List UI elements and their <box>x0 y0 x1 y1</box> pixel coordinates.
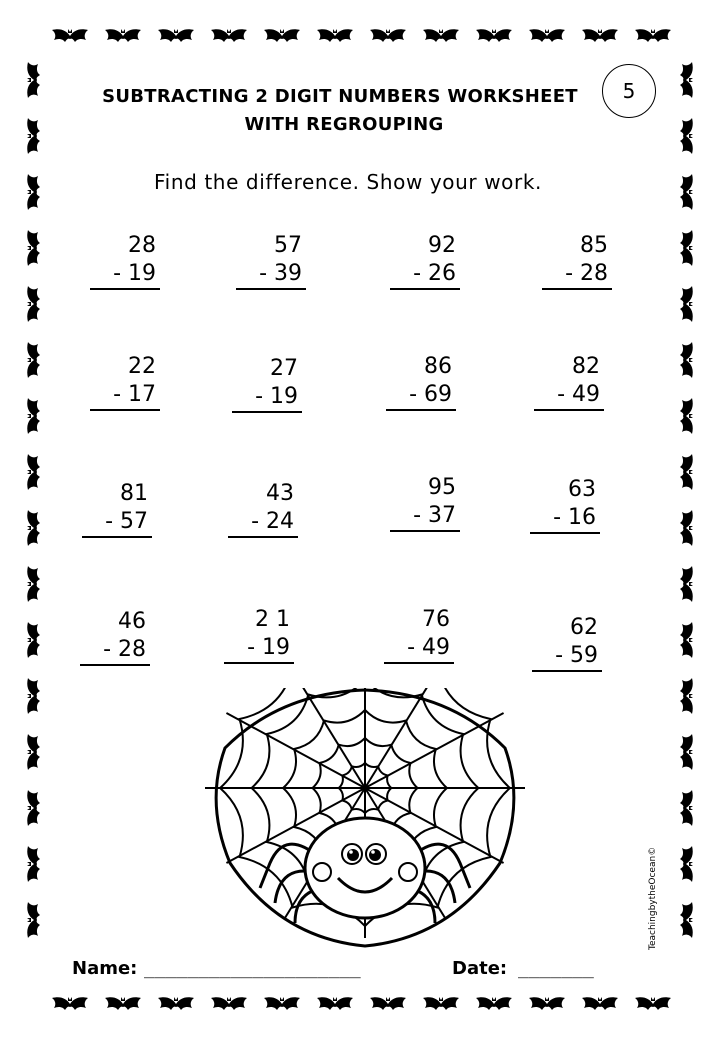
bat-icon <box>635 29 671 42</box>
subtrahend: - 19 <box>232 383 302 413</box>
bat-icon <box>680 398 693 434</box>
date-label: Date: <box>452 958 508 979</box>
bat-icon <box>680 846 693 882</box>
bat-icon <box>317 997 353 1010</box>
name-label: Name: <box>72 958 138 979</box>
problem-12 <box>530 476 600 534</box>
bat-icon <box>27 566 40 602</box>
minuend: 76 <box>422 607 450 632</box>
subtrahend: - 19 <box>224 634 294 664</box>
bat-icon <box>27 342 40 378</box>
bat-icon <box>27 846 40 882</box>
subtrahend: - 69 <box>386 381 456 411</box>
worksheet-number-badge: 5 <box>602 64 656 118</box>
subtrahend: - 24 <box>228 508 298 538</box>
problem-13 <box>80 608 150 666</box>
bat-icon <box>27 622 40 658</box>
bat-icon <box>158 997 194 1010</box>
worksheet-subtitle: WITH REGROUPING <box>244 114 444 135</box>
bat-icon <box>680 566 693 602</box>
bat-icon <box>529 997 565 1010</box>
minuend: 95 <box>428 475 456 500</box>
bat-icon <box>680 790 693 826</box>
problem-6 <box>232 355 302 413</box>
bat-icon <box>27 118 40 154</box>
minuend: 92 <box>428 233 456 258</box>
bat-icon <box>370 997 406 1010</box>
bat-icon <box>105 29 141 42</box>
bat-icon <box>680 286 693 322</box>
spider-web-icon <box>200 688 530 950</box>
problem-8 <box>534 353 604 411</box>
bat-icon <box>27 510 40 546</box>
minuend: 62 <box>570 615 598 640</box>
subtrahend: - 49 <box>384 634 454 664</box>
minuend: 28 <box>128 233 156 258</box>
credit-text: TeachingbytheOcean© <box>648 846 658 950</box>
bat-icon <box>264 29 300 42</box>
minuend: 86 <box>424 354 452 379</box>
problem-14 <box>224 606 294 664</box>
problem-11 <box>390 474 460 532</box>
subtrahend: - 57 <box>82 508 152 538</box>
problem-7 <box>386 353 456 411</box>
bat-icon <box>27 678 40 714</box>
subtrahend: - 28 <box>80 636 150 666</box>
bat-icon <box>680 62 693 98</box>
subtrahend: - 49 <box>534 381 604 411</box>
bat-icon <box>370 29 406 42</box>
bat-icon <box>680 230 693 266</box>
minuend: 2 1 <box>255 607 290 632</box>
minuend: 85 <box>580 233 608 258</box>
problem-10 <box>228 480 298 538</box>
subtrahend: - 28 <box>542 260 612 290</box>
bat-icon <box>680 118 693 154</box>
minuend: 57 <box>274 233 302 258</box>
subtrahend: - 19 <box>90 260 160 290</box>
bat-icon <box>680 734 693 770</box>
bat-icon <box>582 997 618 1010</box>
bat-icon <box>27 790 40 826</box>
bat-icon <box>680 342 693 378</box>
bat-icon <box>476 997 512 1010</box>
worksheet-title: SUBTRACTING 2 DIGIT NUMBERS WORKSHEET <box>102 86 578 107</box>
bat-icon <box>423 29 459 42</box>
minuend: 46 <box>118 609 146 634</box>
bat-icon <box>211 997 247 1010</box>
problem-9 <box>82 480 152 538</box>
bat-icon <box>27 734 40 770</box>
bat-icon <box>27 902 40 938</box>
problem-15 <box>384 606 454 664</box>
bat-icon <box>582 29 618 42</box>
bat-icon <box>158 29 194 42</box>
bat-icon <box>680 510 693 546</box>
bat-icon <box>105 997 141 1010</box>
problem-16 <box>532 614 602 672</box>
subtrahend: - 39 <box>236 260 306 290</box>
subtrahend: - 17 <box>90 381 160 411</box>
bat-icon <box>52 997 88 1010</box>
bat-icon <box>635 997 671 1010</box>
instructions: Find the difference. Show your work. <box>154 170 542 194</box>
minuend: 82 <box>572 354 600 379</box>
bat-icon <box>680 454 693 490</box>
bat-icon <box>680 678 693 714</box>
minuend: 22 <box>128 354 156 379</box>
bat-icon <box>423 997 459 1010</box>
subtrahend: - 37 <box>390 502 460 532</box>
name-field[interactable]: ____________________ <box>144 958 361 979</box>
bat-icon <box>27 230 40 266</box>
bat-icon <box>27 62 40 98</box>
minuend: 81 <box>120 481 148 506</box>
minuend: 27 <box>270 356 298 381</box>
minuend: 63 <box>568 477 596 502</box>
subtrahend: - 16 <box>530 504 600 534</box>
web-spoke <box>365 713 504 788</box>
bat-icon <box>680 902 693 938</box>
bat-icon <box>317 29 353 42</box>
bat-icon <box>27 454 40 490</box>
bat-icon <box>27 286 40 322</box>
bat-icon <box>476 29 512 42</box>
web-spoke <box>226 713 365 788</box>
bat-icon <box>680 622 693 658</box>
problem-5 <box>90 353 160 411</box>
problem-3 <box>390 232 460 290</box>
problem-4 <box>542 232 612 290</box>
bat-icon <box>211 29 247 42</box>
problem-2 <box>236 232 306 290</box>
date-field[interactable]: _______ <box>518 958 594 979</box>
subtrahend: - 59 <box>532 642 602 672</box>
bat-icon <box>264 997 300 1010</box>
subtrahend: - 26 <box>390 260 460 290</box>
bat-icon <box>529 29 565 42</box>
problem-1 <box>90 232 160 290</box>
minuend: 43 <box>266 481 294 506</box>
bat-icon <box>27 398 40 434</box>
bat-icon <box>52 29 88 42</box>
